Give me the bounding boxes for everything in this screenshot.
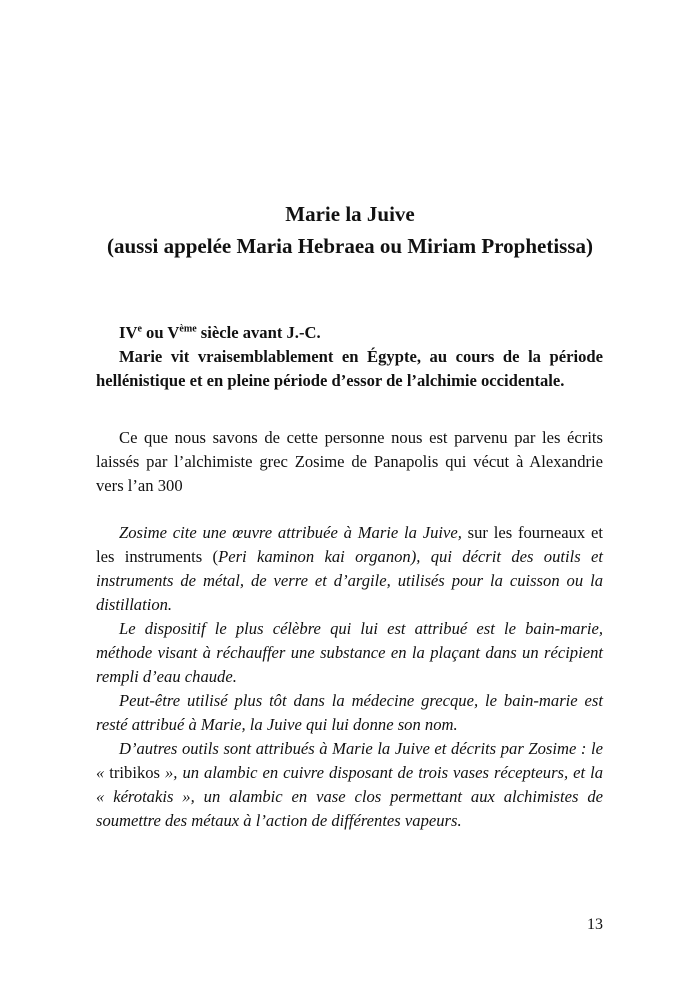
p1-part-a: Zosime cite une œuvre attribuée à Marie la Juive, <box>119 523 468 542</box>
paragraph-tools <box>96 737 603 833</box>
century-or-v: ou V <box>141 323 180 342</box>
century-iv: IV <box>119 323 138 342</box>
century-rest: siècle avant J.-C. <box>196 323 321 342</box>
p4-part-a: D’autres outils sont attribués à Marie la Juive et décrits par Zosime : le « <box>96 739 603 782</box>
p4-part-b: tribikos <box>109 763 161 782</box>
paragraph-zosime-work <box>96 521 603 617</box>
italic-section <box>96 521 603 833</box>
intro-paragraph: Marie vit vraisemblablement en Égypte, au cours de la période hellénistique et en pleine période d’essor de l’alchimie occidentale. <box>96 347 603 390</box>
dating-line <box>96 321 603 345</box>
p1-part-b: sur les fourneaux et les instruments ( <box>96 523 603 566</box>
title-line-2: (aussi appelée Maria Hebraea ou Miriam Prophetissa) <box>106 234 594 258</box>
dating-section <box>96 321 603 393</box>
paragraph-bain-marie: Le dispositif le plus célèbre qui lui est attribué est le bain-marie, méthode visant à réchauffer une substance en la plaçant dans un récipient rempli d’eau chaude. <box>96 619 603 686</box>
chapter-title <box>0 198 700 262</box>
page-number: 13 <box>587 916 603 933</box>
century-iv-suffix: e <box>137 323 142 335</box>
title-line-1: Marie la Juive <box>285 202 415 226</box>
sources-section <box>96 426 603 498</box>
sources-paragraph: Ce que nous savons de cette personne nous est parvenu par les écrits laissés par l’alchimiste grec Zosime de Panapolis qui vécut à Alexandrie vers l’an 300 <box>96 428 603 495</box>
p1-part-c: Peri kaminon kai organon), qui décrit des outils et instruments de métal, de verre et d’argile, utilisés pour la cuisson ou la distillation. <box>96 547 603 614</box>
paragraph-medicine: Peut-être utilisé plus tôt dans la médecine grecque, le bain-marie est resté attribué à Marie, la Juive qui lui donne son nom. <box>96 691 603 734</box>
p4-part-c: », un alambic en cuivre disposant de trois vases récepteurs, et la « kérotakis », un alambic en vase clos permettant aux alchimistes de soumettre des métaux à l’action de différentes vapeurs. <box>96 763 603 830</box>
century-v-suffix: ème <box>179 323 197 335</box>
